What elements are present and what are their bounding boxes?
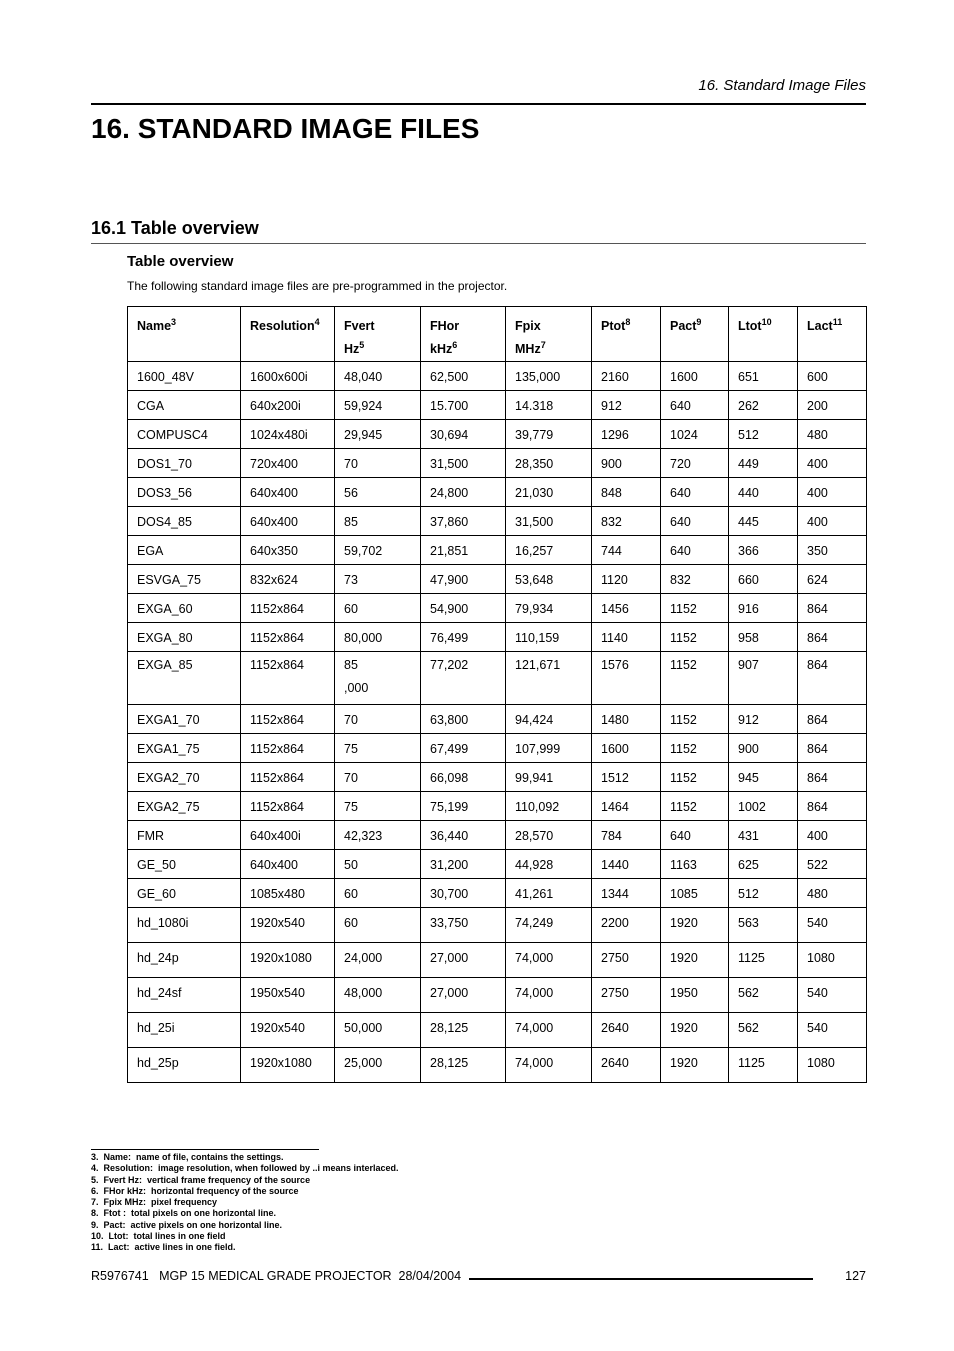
table-cell: 74,000 — [506, 1013, 592, 1048]
table-cell: 1950x540 — [241, 978, 335, 1013]
table-cell: 39,779 — [506, 420, 592, 449]
table-cell: 74,000 — [506, 943, 592, 978]
table-cell: 562 — [729, 978, 798, 1013]
table-cell: 110,159 — [506, 623, 592, 652]
table-cell: 1152 — [661, 792, 729, 821]
table-cell: 480 — [798, 420, 867, 449]
table-row — [128, 792, 867, 821]
header-rule — [91, 103, 866, 105]
table-cell: 864 — [798, 734, 867, 763]
table-cell: 651 — [729, 362, 798, 391]
table-cell: 99,941 — [506, 763, 592, 792]
table-cell: 1152x864 — [241, 792, 335, 821]
table-cell: 912 — [592, 391, 661, 420]
table-cell: EXGA_80 — [128, 623, 241, 652]
table-cell: 24,000 — [335, 943, 421, 978]
footer-rule — [469, 1278, 813, 1280]
table-cell: 1152 — [661, 623, 729, 652]
table-cell: CGA — [128, 391, 241, 420]
table-cell: 62,500 — [421, 362, 506, 391]
table-cell: 562 — [729, 1013, 798, 1048]
table-cell: 30,700 — [421, 879, 506, 908]
table-cell: 480 — [798, 879, 867, 908]
table-row — [128, 943, 867, 978]
table-row — [128, 507, 867, 536]
table-cell: 28,570 — [506, 821, 592, 850]
footnote: 11. Lact: active lines in one field. — [91, 1242, 236, 1253]
table-cell: 1920x540 — [241, 1013, 335, 1048]
table-cell: 15.700 — [421, 391, 506, 420]
table-cell: 27,000 — [421, 978, 506, 1013]
table-cell: 1024x480i — [241, 420, 335, 449]
table-cell: FMR — [128, 821, 241, 850]
table-cell: 37,860 — [421, 507, 506, 536]
table-cell: 67,499 — [421, 734, 506, 763]
footnote-ref: 10 — [761, 316, 772, 327]
table-cell: 1085x480 — [241, 879, 335, 908]
table-cell: 59,702 — [335, 536, 421, 565]
table-cell: 563 — [729, 908, 798, 943]
table-cell: 1464 — [592, 792, 661, 821]
table-cell: 864 — [798, 594, 867, 623]
table-cell: COMPUSC4 — [128, 420, 241, 449]
table-cell: 540 — [798, 978, 867, 1013]
table-cell: 2200 — [592, 908, 661, 943]
table-cell: 900 — [729, 734, 798, 763]
table-cell: 2750 — [592, 943, 661, 978]
table-cell: 29,945 — [335, 420, 421, 449]
table-cell: 50 — [335, 850, 421, 879]
table-cell: 42,323 — [335, 821, 421, 850]
table-cell: 2640 — [592, 1013, 661, 1048]
footnote: 3. Name: name of file, contains the settings. — [91, 1152, 284, 1162]
page-footer — [91, 1269, 866, 1283]
table-cell: hd_25p — [128, 1048, 241, 1083]
table-cell: 366 — [729, 536, 798, 565]
table-cell: 640x200i — [241, 391, 335, 420]
footnote-rule — [91, 1149, 319, 1150]
table-cell: 2640 — [592, 1048, 661, 1083]
table-cell: 640x350 — [241, 536, 335, 565]
table-cell: hd_25i — [128, 1013, 241, 1048]
table-cell: 31,500 — [506, 507, 592, 536]
table-row — [128, 391, 867, 420]
table-cell: 1152x864 — [241, 594, 335, 623]
table-row — [128, 594, 867, 623]
table-cell: 1152 — [661, 652, 729, 705]
table-cell: 600 — [798, 362, 867, 391]
table-cell: 1125 — [729, 943, 798, 978]
table-cell: 80,000 — [335, 623, 421, 652]
column-header — [729, 307, 798, 362]
table-cell: 400 — [798, 478, 867, 507]
section-rule — [91, 243, 866, 244]
column-header-label: Resolution — [250, 319, 315, 333]
table-cell: 945 — [729, 763, 798, 792]
footnote-ref: 11 — [832, 316, 843, 327]
table-cell: 512 — [729, 879, 798, 908]
table-cell: 1920x1080 — [241, 1048, 335, 1083]
table-cell: 522 — [798, 850, 867, 879]
table-cell: 1440 — [592, 850, 661, 879]
table-cell: EXGA2_70 — [128, 763, 241, 792]
table-cell: 864 — [798, 623, 867, 652]
table-cell: 70 — [335, 449, 421, 478]
footnotes — [91, 1152, 399, 1254]
column-header-unit: MHz — [515, 342, 541, 356]
table-cell: 200 — [798, 391, 867, 420]
table-cell: 660 — [729, 565, 798, 594]
table-cell: 848 — [592, 478, 661, 507]
table-cell: 121,671 — [506, 652, 592, 705]
table-cell: 400 — [798, 449, 867, 478]
table-cell: 1576 — [592, 652, 661, 705]
table-cell: EGA — [128, 536, 241, 565]
table-cell: EXGA1_70 — [128, 705, 241, 734]
table-cell: 1920 — [661, 1048, 729, 1083]
table-cell: 784 — [592, 821, 661, 850]
table-cell: 77,202 — [421, 652, 506, 705]
footnote-ref: 6 — [452, 339, 458, 350]
table-row — [128, 449, 867, 478]
table-cell: 832x624 — [241, 565, 335, 594]
column-header-label: Lact — [807, 319, 833, 333]
table-cell: 540 — [798, 908, 867, 943]
table-cell: 94,424 — [506, 705, 592, 734]
table-cell: 720x400 — [241, 449, 335, 478]
footnote-ref: 7 — [540, 339, 546, 350]
table-cell: 1920 — [661, 943, 729, 978]
table-cell: 1480 — [592, 705, 661, 734]
footnote-ref: 5 — [359, 339, 365, 350]
column-header-label: FHor — [430, 319, 460, 333]
section-title: 16.1 Table overview — [91, 218, 259, 238]
table-cell: 48,000 — [335, 978, 421, 1013]
table-cell: 431 — [729, 821, 798, 850]
table-cell: 540 — [798, 1013, 867, 1048]
column-header — [421, 307, 506, 362]
sub-title: Table overview — [127, 253, 234, 270]
table-cell: 21,851 — [421, 536, 506, 565]
footnote-ref: 3 — [171, 316, 177, 327]
table-cell: 44,928 — [506, 850, 592, 879]
table-cell: 53,648 — [506, 565, 592, 594]
table-row — [128, 821, 867, 850]
table-cell: 1920 — [661, 908, 729, 943]
table-cell: 1024 — [661, 420, 729, 449]
table-cell: 110,092 — [506, 792, 592, 821]
intro-text: The following standard image files are pre-programmed in the projector. — [127, 279, 508, 293]
table-row — [128, 362, 867, 391]
table-cell: 1600 — [661, 362, 729, 391]
table-cell: 1456 — [592, 594, 661, 623]
table-cell: 640 — [661, 478, 729, 507]
table-cell: 1140 — [592, 623, 661, 652]
table-cell: 907 — [729, 652, 798, 705]
table-cell: 864 — [798, 763, 867, 792]
footnote: 10. Ltot: total lines in one field — [91, 1231, 226, 1242]
table-cell: 912 — [729, 705, 798, 734]
image-files-table — [127, 306, 867, 1083]
table-cell: 916 — [729, 594, 798, 623]
column-header — [128, 307, 241, 362]
table-cell: 1002 — [729, 792, 798, 821]
table-cell: 1152x864 — [241, 705, 335, 734]
table-cell: 440 — [729, 478, 798, 507]
chapter-title: 16. STANDARD IMAGE FILES — [91, 113, 480, 144]
column-header-unit: kHz — [430, 342, 453, 356]
table-row — [128, 565, 867, 594]
table-cell: 33,750 — [421, 908, 506, 943]
table-cell: 31,500 — [421, 449, 506, 478]
table-cell: 1600_48V — [128, 362, 241, 391]
table-cell: 28,125 — [421, 1048, 506, 1083]
table-cell: 1152 — [661, 594, 729, 623]
table-row — [128, 1048, 867, 1083]
table-cell: 1600 — [592, 734, 661, 763]
footnote-ref: 4 — [314, 316, 320, 327]
table-cell: 66,098 — [421, 763, 506, 792]
table-body — [128, 362, 867, 1083]
table-cell: hd_1080i — [128, 908, 241, 943]
table-cell: 1080 — [798, 943, 867, 978]
table-cell: 47,900 — [421, 565, 506, 594]
table-cell: 900 — [592, 449, 661, 478]
table-cell: 1152x864 — [241, 652, 335, 705]
table-cell: 350 — [798, 536, 867, 565]
table-cell: 1085 — [661, 879, 729, 908]
table-cell: 85 ,000 — [335, 652, 421, 705]
table-cell: 1152x864 — [241, 763, 335, 792]
table-cell: 30,694 — [421, 420, 506, 449]
column-header-label: Name — [137, 319, 172, 333]
table-cell: EXGA2_75 — [128, 792, 241, 821]
table-row — [128, 623, 867, 652]
column-header-label: Ltot — [738, 319, 762, 333]
table-cell: 63,800 — [421, 705, 506, 734]
column-header-unit: Hz — [344, 342, 360, 356]
table-cell: GE_50 — [128, 850, 241, 879]
table-cell: 21,030 — [506, 478, 592, 507]
table-cell: 85 — [335, 507, 421, 536]
table-row — [128, 734, 867, 763]
column-header-label: Fvert — [344, 319, 375, 333]
table-cell: 2160 — [592, 362, 661, 391]
table-cell: 625 — [729, 850, 798, 879]
table-cell: 720 — [661, 449, 729, 478]
table-cell: 864 — [798, 652, 867, 705]
table-cell: 400 — [798, 507, 867, 536]
table-row — [128, 420, 867, 449]
table-cell: 1120 — [592, 565, 661, 594]
table-cell: 1344 — [592, 879, 661, 908]
table-cell: 864 — [798, 705, 867, 734]
table-cell: 70 — [335, 763, 421, 792]
table-cell: 1920x1080 — [241, 943, 335, 978]
table-cell: EXGA_85 — [128, 652, 241, 705]
table-cell: 640x400i — [241, 821, 335, 850]
table-cell: 1512 — [592, 763, 661, 792]
footnote: 8. Ftot : total pixels on one horizontal line. — [91, 1208, 277, 1219]
table-cell: 16,257 — [506, 536, 592, 565]
footnote-ref: 8 — [625, 316, 631, 327]
table-cell: 14.318 — [506, 391, 592, 420]
table-cell: 512 — [729, 420, 798, 449]
table-cell: 75,199 — [421, 792, 506, 821]
table-cell: 60 — [335, 908, 421, 943]
table-cell: 107,999 — [506, 734, 592, 763]
table-cell: 48,040 — [335, 362, 421, 391]
table-cell: 50,000 — [335, 1013, 421, 1048]
footnote: 4. Resolution: image resolution, when followed by ..i means interlaced. — [91, 1163, 399, 1174]
table-cell: 640x400 — [241, 478, 335, 507]
table-cell: 1152 — [661, 763, 729, 792]
table-cell: GE_60 — [128, 879, 241, 908]
table-cell: 640 — [661, 507, 729, 536]
table-cell: 1080 — [798, 1048, 867, 1083]
column-header — [592, 307, 661, 362]
table-cell: 832 — [661, 565, 729, 594]
table-cell: 640x400 — [241, 850, 335, 879]
table-cell: 70 — [335, 705, 421, 734]
column-header — [798, 307, 867, 362]
column-header — [241, 307, 335, 362]
table-cell: 864 — [798, 792, 867, 821]
table-cell: 958 — [729, 623, 798, 652]
column-header-label: Ptot — [601, 319, 626, 333]
table-cell: 27,000 — [421, 943, 506, 978]
footer-doc-info: R5976741 MGP 15 MEDICAL GRADE PROJECTOR 28/04/2004 — [91, 1269, 462, 1283]
footnote: 9. Pact: active pixels on one horizontal line. — [91, 1219, 283, 1230]
table-cell: 640x400 — [241, 507, 335, 536]
table-cell: 73 — [335, 565, 421, 594]
table-row — [128, 652, 867, 705]
footnote-ref: 9 — [696, 316, 702, 327]
table-row — [128, 536, 867, 565]
table-cell: 75 — [335, 792, 421, 821]
table-row — [128, 763, 867, 792]
table-cell: 135,000 — [506, 362, 592, 391]
table-cell: 28,125 — [421, 1013, 506, 1048]
table-cell: 1920 — [661, 1013, 729, 1048]
table-cell: 79,934 — [506, 594, 592, 623]
table-cell: 74,000 — [506, 1048, 592, 1083]
footnote: 5. Fvert Hz: vertical frame frequency of the source — [91, 1174, 311, 1185]
table-cell: 1163 — [661, 850, 729, 879]
table-row — [128, 908, 867, 943]
table-cell: 832 — [592, 507, 661, 536]
table-cell: 60 — [335, 879, 421, 908]
table-cell: 1152 — [661, 734, 729, 763]
column-header — [506, 307, 592, 362]
table-row — [128, 978, 867, 1013]
table-cell: 56 — [335, 478, 421, 507]
table-cell: 54,900 — [421, 594, 506, 623]
table-cell: EXGA1_75 — [128, 734, 241, 763]
table-cell: DOS3_56 — [128, 478, 241, 507]
footnote: 6. FHor kHz: horizontal frequency of the source — [91, 1185, 299, 1196]
running-head: 16. Standard Image Files — [698, 77, 866, 94]
table-cell: 28,350 — [506, 449, 592, 478]
table-cell: 400 — [798, 821, 867, 850]
table-cell: 445 — [729, 507, 798, 536]
table-cell: 262 — [729, 391, 798, 420]
table-row — [128, 850, 867, 879]
page-number: 127 — [845, 1269, 866, 1283]
column-header — [335, 307, 421, 362]
table-cell: 640 — [661, 821, 729, 850]
table-cell: EXGA_60 — [128, 594, 241, 623]
table-cell: 25,000 — [335, 1048, 421, 1083]
table-cell: 31,200 — [421, 850, 506, 879]
table-cell: 1152x864 — [241, 623, 335, 652]
column-header-label: Fpix — [515, 319, 541, 333]
table-cell: 1152 — [661, 705, 729, 734]
table-cell: 36,440 — [421, 821, 506, 850]
table-header-row — [128, 307, 867, 362]
table-row — [128, 1013, 867, 1048]
table-cell: 60 — [335, 594, 421, 623]
table-cell: 24,800 — [421, 478, 506, 507]
table-cell: 640 — [661, 536, 729, 565]
table-cell: 1950 — [661, 978, 729, 1013]
table-cell: 75 — [335, 734, 421, 763]
table-cell: 76,499 — [421, 623, 506, 652]
table-cell: 41,261 — [506, 879, 592, 908]
table-cell: 1296 — [592, 420, 661, 449]
column-header — [661, 307, 729, 362]
table-row — [128, 705, 867, 734]
table-cell: 1600x600i — [241, 362, 335, 391]
table-cell: hd_24p — [128, 943, 241, 978]
table-cell: hd_24sf — [128, 978, 241, 1013]
table-cell: DOS1_70 — [128, 449, 241, 478]
table-cell: 1152x864 — [241, 734, 335, 763]
table-cell: 744 — [592, 536, 661, 565]
table-cell: 1920x540 — [241, 908, 335, 943]
table-cell: 74,000 — [506, 978, 592, 1013]
column-header-label: Pact — [670, 319, 697, 333]
footnote: 7. Fpix MHz: pixel frequency — [91, 1197, 218, 1208]
table-row — [128, 879, 867, 908]
table-cell: 624 — [798, 565, 867, 594]
table-cell: DOS4_85 — [128, 507, 241, 536]
table-cell: 59,924 — [335, 391, 421, 420]
table-cell: 74,249 — [506, 908, 592, 943]
table-cell: 1125 — [729, 1048, 798, 1083]
table-cell: 640 — [661, 391, 729, 420]
table-cell: 2750 — [592, 978, 661, 1013]
table-row — [128, 478, 867, 507]
table-cell: 449 — [729, 449, 798, 478]
table-cell: ESVGA_75 — [128, 565, 241, 594]
